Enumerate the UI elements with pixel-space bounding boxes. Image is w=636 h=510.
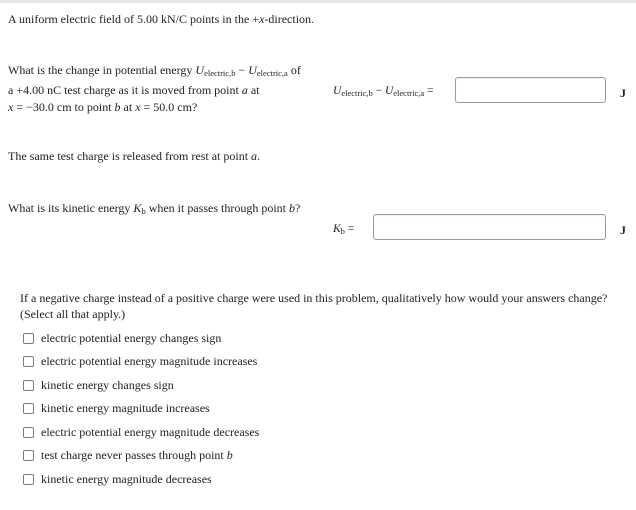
option-pe-magnitude-decreases[interactable]: electric potential energy magnitude decreases — [23, 423, 259, 441]
option-ke-changes-sign[interactable]: kinetic energy changes sign — [23, 376, 174, 394]
checkbox[interactable] — [23, 427, 34, 438]
option-ke-magnitude-increases[interactable]: kinetic energy magnitude increases — [23, 399, 210, 417]
option-ke-magnitude-decreases[interactable]: kinetic energy magnitude decreases — [23, 470, 212, 488]
checkbox[interactable] — [23, 450, 34, 461]
delta-u-unit: J — [620, 86, 626, 100]
delta-u-label: $U_{electric,b} - U_{electric,a}$ = — [333, 85, 434, 98]
problem-intro: A uniform electric field of 5.00 kN/C points in the +x-direction. — [8, 12, 315, 26]
checkbox[interactable] — [23, 474, 34, 485]
question-1-text: What is the change in potential energy $U_{electric,b} - U_{electric,a}$ of a +4.00 nC test charge as it is moved from point a at x = −30.0 cm to point b at x = 50.0 cm? — [8, 63, 301, 114]
option-pe-changes-sign[interactable]: electric potential energy changes sign — [23, 329, 221, 347]
top-border — [0, 0, 636, 3]
delta-u-input[interactable] — [455, 77, 606, 103]
checkbox[interactable] — [23, 380, 34, 391]
kb-unit: J — [620, 223, 626, 237]
option-pe-magnitude-increases[interactable]: electric potential energy magnitude increases — [23, 352, 257, 370]
statement-2: The same test charge is released from rest at point a. — [8, 149, 261, 163]
question-3-text: What is its kinetic energy $K_b$ when it passes through point b? — [8, 201, 301, 216]
option-never-passes-b[interactable]: test charge never passes through point b — [23, 446, 233, 464]
checkbox[interactable] — [23, 403, 34, 414]
checkbox[interactable] — [23, 333, 34, 344]
checkbox[interactable] — [23, 356, 34, 367]
question-4-text: If a negative charge instead of a positive charge were used in this problem, qualitatively how would your answers change? (Select all that apply.) — [20, 291, 608, 321]
kb-input[interactable] — [373, 214, 606, 240]
kb-label: $K_b$ = — [333, 223, 355, 236]
